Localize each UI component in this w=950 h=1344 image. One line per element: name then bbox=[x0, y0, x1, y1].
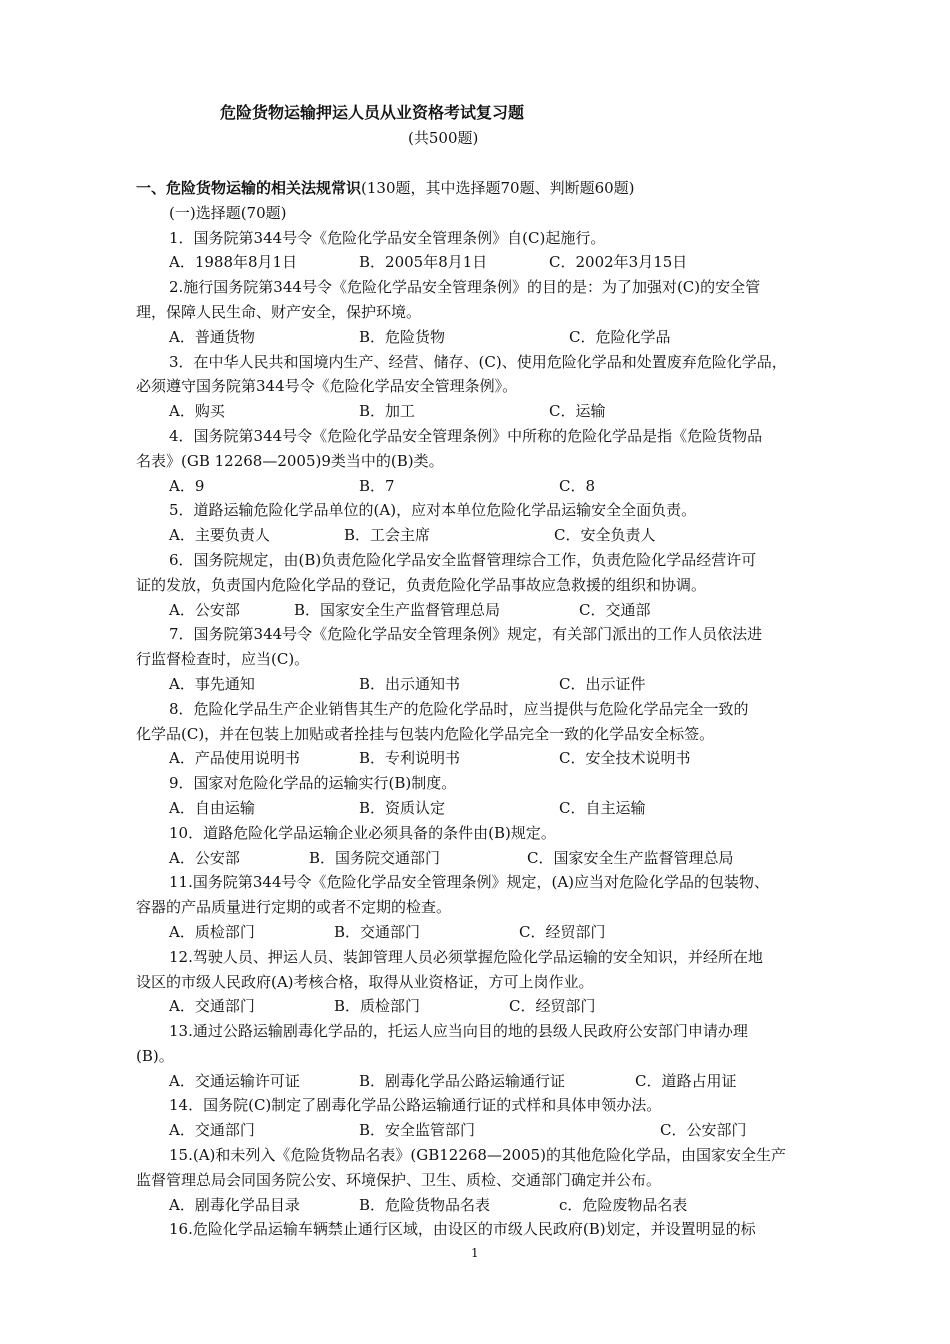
question-text: 必须遵守国务院第344号令《危险化学品安全管理条例》。 bbox=[136, 377, 518, 396]
option: C．经贸部门 bbox=[509, 997, 596, 1016]
option: B．交通部门 bbox=[334, 922, 421, 941]
option: A．普通货物 bbox=[169, 327, 255, 346]
question-text: 13.通过公路运输剧毒化学品的，托运人应当向目的地的县级人民政府公安部门申请办理 bbox=[169, 1022, 748, 1041]
question-text: 15.(A)和未列入《危险货物品名表》(GB12268—2005)的其他危险化学品，由国家安全生产 bbox=[169, 1146, 786, 1165]
option: A．交通运输许可证 bbox=[169, 1071, 300, 1090]
option: C．危险化学品 bbox=[569, 327, 671, 346]
options-row bbox=[136, 325, 816, 350]
question-text: 容器的产品质量进行定期的或者不定期的检查。 bbox=[136, 898, 452, 917]
option: A．购买 bbox=[169, 402, 225, 421]
question-text: 12.驾驶人员、押运人员、装卸管理人员必须掌握危险化学品运输的安全知识，并经所在地 bbox=[169, 947, 763, 966]
section-heading-note: (130题，其中选择题70题、判断题60题) bbox=[361, 179, 635, 197]
option: C．国家安全生产监督管理总局 bbox=[527, 848, 734, 867]
question-text: 9．国家对危险化学品的运输实行(B)制度。 bbox=[169, 774, 457, 793]
option: B．危险货物 bbox=[359, 327, 446, 346]
options-row bbox=[136, 672, 816, 697]
question-text: 证的发放，负责国内危险化学品的登记，负责危险化学品事故应急救援的组织和协调。 bbox=[136, 575, 707, 594]
options-row bbox=[136, 994, 816, 1019]
options-row bbox=[136, 1193, 816, 1218]
options-row bbox=[136, 1118, 816, 1143]
question-text: 化学品(C)，并在包装上加贴或者拴挂与包装内危险化学品完全一致的化学品安全标签。 bbox=[136, 724, 715, 743]
option: B．安全监管部门 bbox=[359, 1121, 476, 1140]
option: A．1988年8月1日 bbox=[169, 253, 298, 272]
option: A．产品使用说明书 bbox=[169, 749, 300, 768]
question-text: 1．国务院第344号令《危险化学品安全管理条例》自(C)起施行。 bbox=[169, 228, 606, 247]
option: B．资质认定 bbox=[359, 798, 446, 817]
option: C．2002年3月15日 bbox=[549, 253, 688, 272]
option: B．危险货物品名表 bbox=[359, 1195, 491, 1214]
question-text: 10．道路危险化学品运输企业必须具备的条件由(B)规定。 bbox=[169, 823, 556, 842]
option: A．9 bbox=[169, 476, 205, 495]
option: A．质检部门 bbox=[169, 922, 255, 941]
option: B．国务院交通部门 bbox=[309, 848, 441, 867]
option: C．道路占用证 bbox=[635, 1071, 737, 1090]
option: C．8 bbox=[559, 476, 596, 495]
question-text: 14．国务院(C)制定了剧毒化学品公路运输通行证的式样和具体申领办法。 bbox=[169, 1096, 662, 1115]
options-row bbox=[136, 250, 816, 275]
question-text: 设区的市级人民政府(A)考核合格，取得从业资格证，方可上岗作业。 bbox=[136, 972, 594, 991]
question-text: 16.危险化学品运输车辆禁止通行区域，由设区的市级人民政府(B)划定，并设置明显的标 bbox=[169, 1220, 756, 1239]
option: A．公安部 bbox=[169, 600, 240, 619]
option: C．出示证件 bbox=[559, 674, 646, 693]
question-text: 名表》(GB 12268—2005)9类当中的(B)类。 bbox=[136, 451, 444, 470]
options-row bbox=[136, 1069, 816, 1094]
option: B．2005年8月1日 bbox=[359, 253, 488, 272]
option: B．国家安全生产监督管理总局 bbox=[294, 600, 501, 619]
question-text: 5．道路运输危险化学品单位的(A)，应对本单位危险化学品运输安全全面负责。 bbox=[169, 501, 697, 520]
subsection-heading: (一)选择题(70题) bbox=[169, 203, 287, 222]
option: C．安全技术说明书 bbox=[559, 749, 691, 768]
option: c．危险废物品名表 bbox=[559, 1195, 688, 1214]
option: A．剧毒化学品目录 bbox=[169, 1195, 300, 1214]
option: C．安全负责人 bbox=[554, 526, 656, 545]
question-text: 理，保障人民生命、财产安全，保护环境。 bbox=[136, 302, 422, 321]
option: C．自主运输 bbox=[559, 798, 646, 817]
options-row bbox=[136, 399, 816, 424]
page-number: 1 bbox=[471, 1246, 479, 1260]
section-heading-text: 一、危险货物运输的相关法规常识 bbox=[136, 179, 362, 197]
question-text: (B)。 bbox=[136, 1046, 174, 1065]
question-text: 2.施行国务院第344号令《危险化学品安全管理条例》的目的是：为了加强对(C)的安全管 bbox=[169, 278, 761, 297]
document-title: 危险货物运输押运人员从业资格考试复习题 bbox=[220, 103, 525, 122]
options-row bbox=[136, 920, 816, 945]
option: B．出示通知书 bbox=[359, 674, 461, 693]
question-text: 3．在中华人民共和国境内生产、经营、储存、(C)、使用危险化学品和处置废弃危险化学品， bbox=[169, 352, 787, 371]
options-row bbox=[136, 598, 816, 623]
option: B．加工 bbox=[359, 402, 416, 421]
option: A．交通部门 bbox=[169, 1121, 255, 1140]
option: A．公安部 bbox=[169, 848, 240, 867]
question-text: 8．危险化学品生产企业销售其生产的危险化学品时，应当提供与危险化学品完全一致的 bbox=[169, 699, 749, 718]
question-text: 6．国务院规定，由(B)负责危险化学品安全监督管理综合工作，负责危险化学品经营许可 bbox=[169, 550, 757, 569]
document-subtitle: (共500题) bbox=[408, 129, 479, 147]
option: C．交通部 bbox=[579, 600, 651, 619]
option: C．经贸部门 bbox=[519, 922, 606, 941]
options-row bbox=[136, 846, 816, 871]
options-row bbox=[136, 474, 816, 499]
option: B．专利说明书 bbox=[359, 749, 461, 768]
option: A．交通部门 bbox=[169, 997, 255, 1016]
options-row bbox=[136, 796, 816, 821]
option: A．主要负责人 bbox=[169, 526, 270, 545]
question-text: 11.国务院第344号令《危险化学品安全管理条例》规定，(A)应当对危险化学品的包装物、 bbox=[169, 873, 770, 892]
question-text: 监督管理总局会同国务院公安、环境保护、卫生、质检、交通部门确定并公布。 bbox=[136, 1170, 662, 1189]
option: A．事先通知 bbox=[169, 674, 255, 693]
section-heading bbox=[136, 176, 816, 201]
question-text: 行监督检查时，应当(C)。 bbox=[136, 650, 310, 669]
option: C．运输 bbox=[549, 402, 606, 421]
option: B．剧毒化学品公路运输通行证 bbox=[359, 1071, 566, 1090]
question-text: 4．国务院第344号令《危险化学品安全管理条例》中所称的危险化学品是指《危险货物品 bbox=[169, 426, 763, 445]
document-body bbox=[136, 176, 816, 1242]
options-row bbox=[136, 523, 816, 548]
question-text: 7．国务院第344号令《危险化学品安全管理条例》规定，有关部门派出的工作人员依法进 bbox=[169, 625, 763, 644]
option: A．自由运输 bbox=[169, 798, 255, 817]
option: B．工会主席 bbox=[344, 526, 431, 545]
option: C．公安部门 bbox=[660, 1121, 747, 1140]
option: B．质检部门 bbox=[334, 997, 421, 1016]
options-row bbox=[136, 746, 816, 771]
option: B．7 bbox=[359, 476, 395, 495]
